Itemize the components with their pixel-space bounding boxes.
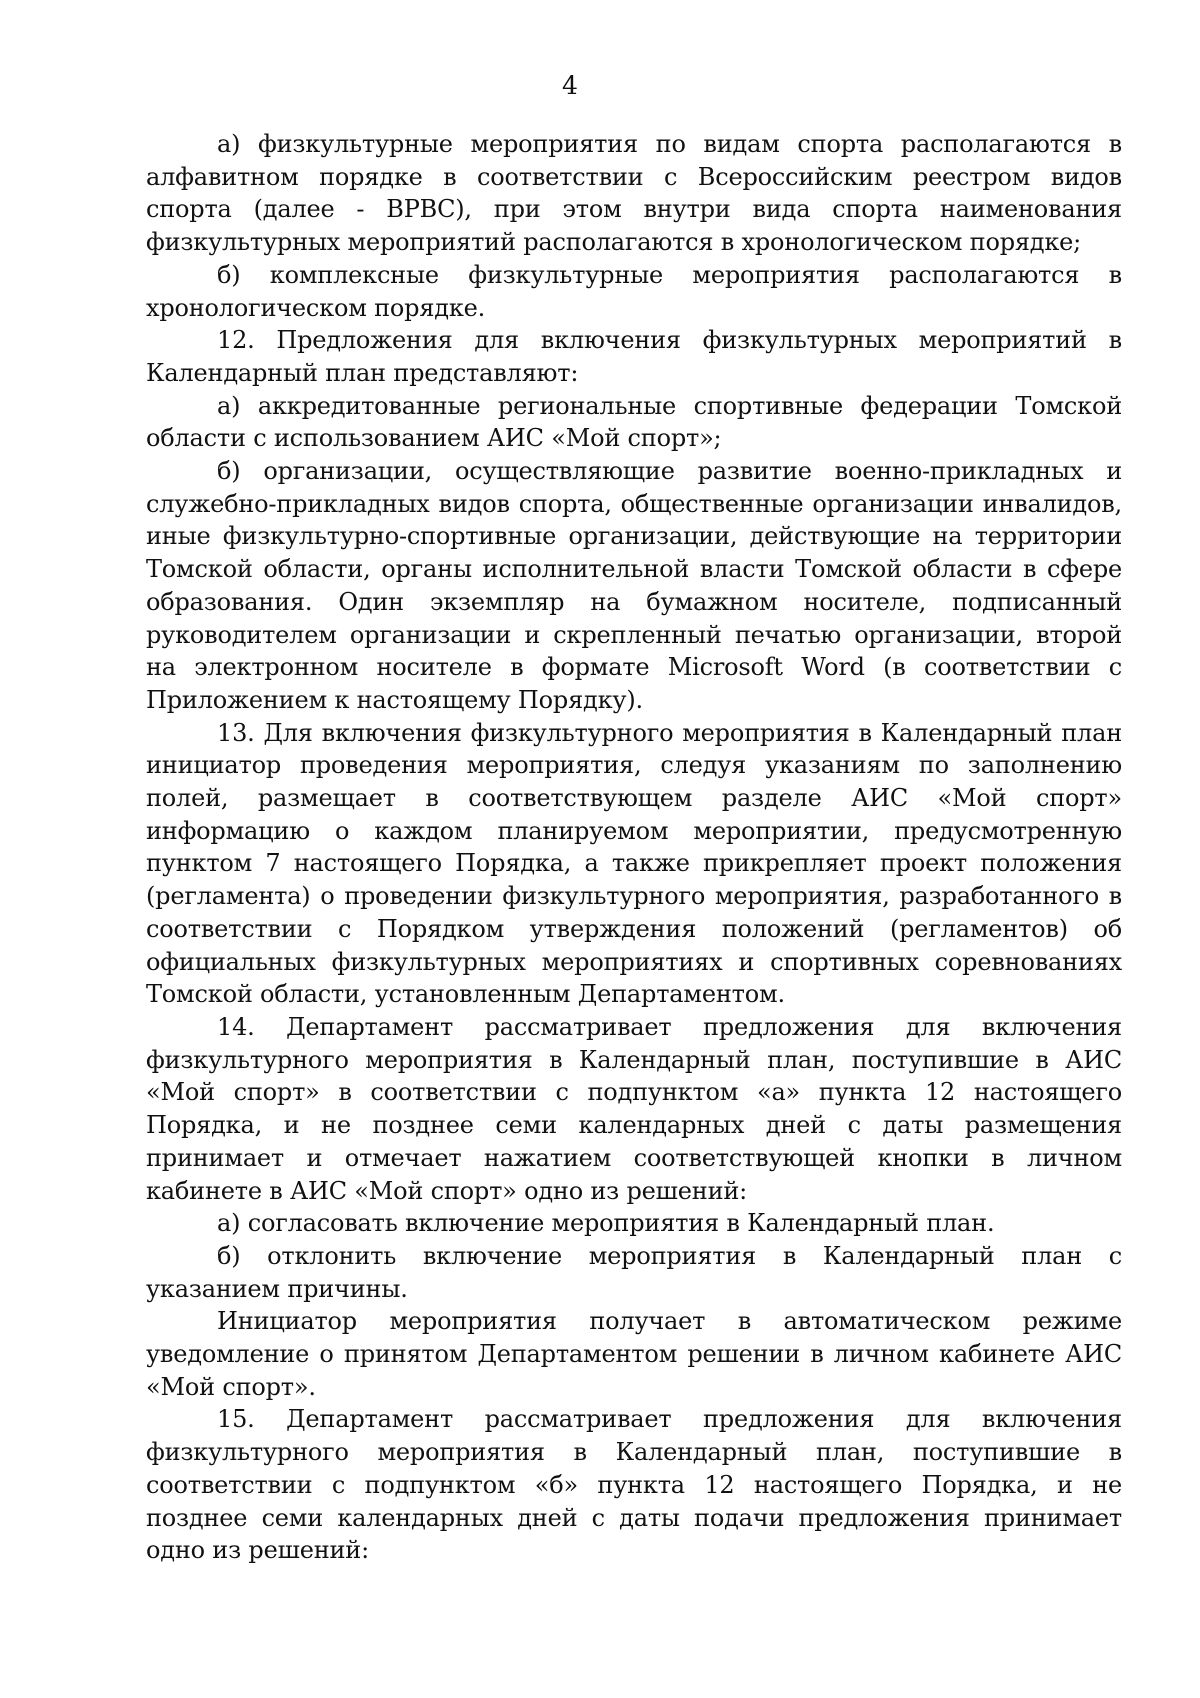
document-body (146, 128, 1122, 1567)
paragraph-11b: б) комплексные физкультурные мероприятия располагаются в хронологическом порядке. (146, 260, 1122, 322)
paragraph-11a: а) физкультурные мероприятия по видам спорта располагаются в алфавитном порядке в соответствии с Всероссийским реестром видов спорта (далее - ВРВС), при этом внутри вида спорта наименования физкультурных мероприятий располагаются в хронологическом порядке; (146, 130, 1122, 257)
paragraph-12b: б) организации, осуществляющие развитие военно-прикладных и служебно-прикладных видов спорта, общественные организации инвалидов, иные физкультурно-спортивные организации, действующие на территории Томской области, органы исполнительной власти Томской области в сфере образования. Один экземпляр на бумажном носителе, подписанный руководителем организации и скрепленный печатью организации, второй на электронном носителе в формате Microsoft Word (в соответствии с Приложением к настоящему Порядку). (146, 457, 1122, 714)
paragraph-12: 12. Предложения для включения физкультурных мероприятий в Календарный план представляют: (146, 326, 1122, 387)
paragraph-15: 15. Департамент рассматривает предложения для включения физкультурного мероприятия в Календарный план, поступившие в соответствии с подпунктом «б» пункта 12 настоящего Порядка, и не позднее семи календарных дней с даты подачи предложения принимает одно из решений: (146, 1405, 1122, 1565)
paragraph-14b: б) отклонить включение мероприятия в Календарный план с указанием причины. (146, 1241, 1122, 1303)
paragraph-14a: а) согласовать включение мероприятия в Календарный план. (217, 1209, 995, 1238)
paragraph-14: 14. Департамент рассматривает предложения для включения физкультурного мероприятия в Календарный план, поступившие в АИС «Мой спорт» в соответствии с подпунктом «а» пункта 12 настоящего Порядка, и не позднее семи календарных дней с даты размещения принимает и отмечает нажатием соответствующей кнопки в личном кабинете в АИС «Мой спорт» одно из решений: (146, 1012, 1122, 1205)
paragraph-12a: а) аккредитованные региональные спортивные федерации Томской области с использованием АИС «Мой спорт»; (146, 391, 1122, 453)
paragraph-13: 13. Для включения физкультурного мероприятия в Календарный план инициатор проведения мероприятия, следуя указаниям по заполнению полей, размещает в соответствующем разделе АИС «Мой спорт» информацию о каждом планируемом мероприятии, предусмотренную пунктом 7 настоящего Порядка, а также прикрепляет проект положения (регламента) о проведении физкультурного мероприятия, разработанного в соответствии с Порядком утверждения положений (регламентов) об официальных физкультурных мероприятиях и спортивных соревнованиях Томской области, установленным Департаментом. (146, 718, 1122, 1009)
page-number: 4 (562, 71, 578, 100)
paragraph-14-notice: Инициатор мероприятия получает в автоматическом режиме уведомление о принятом Департаментом решении в личном кабинете АИС «Мой спорт». (146, 1307, 1122, 1401)
